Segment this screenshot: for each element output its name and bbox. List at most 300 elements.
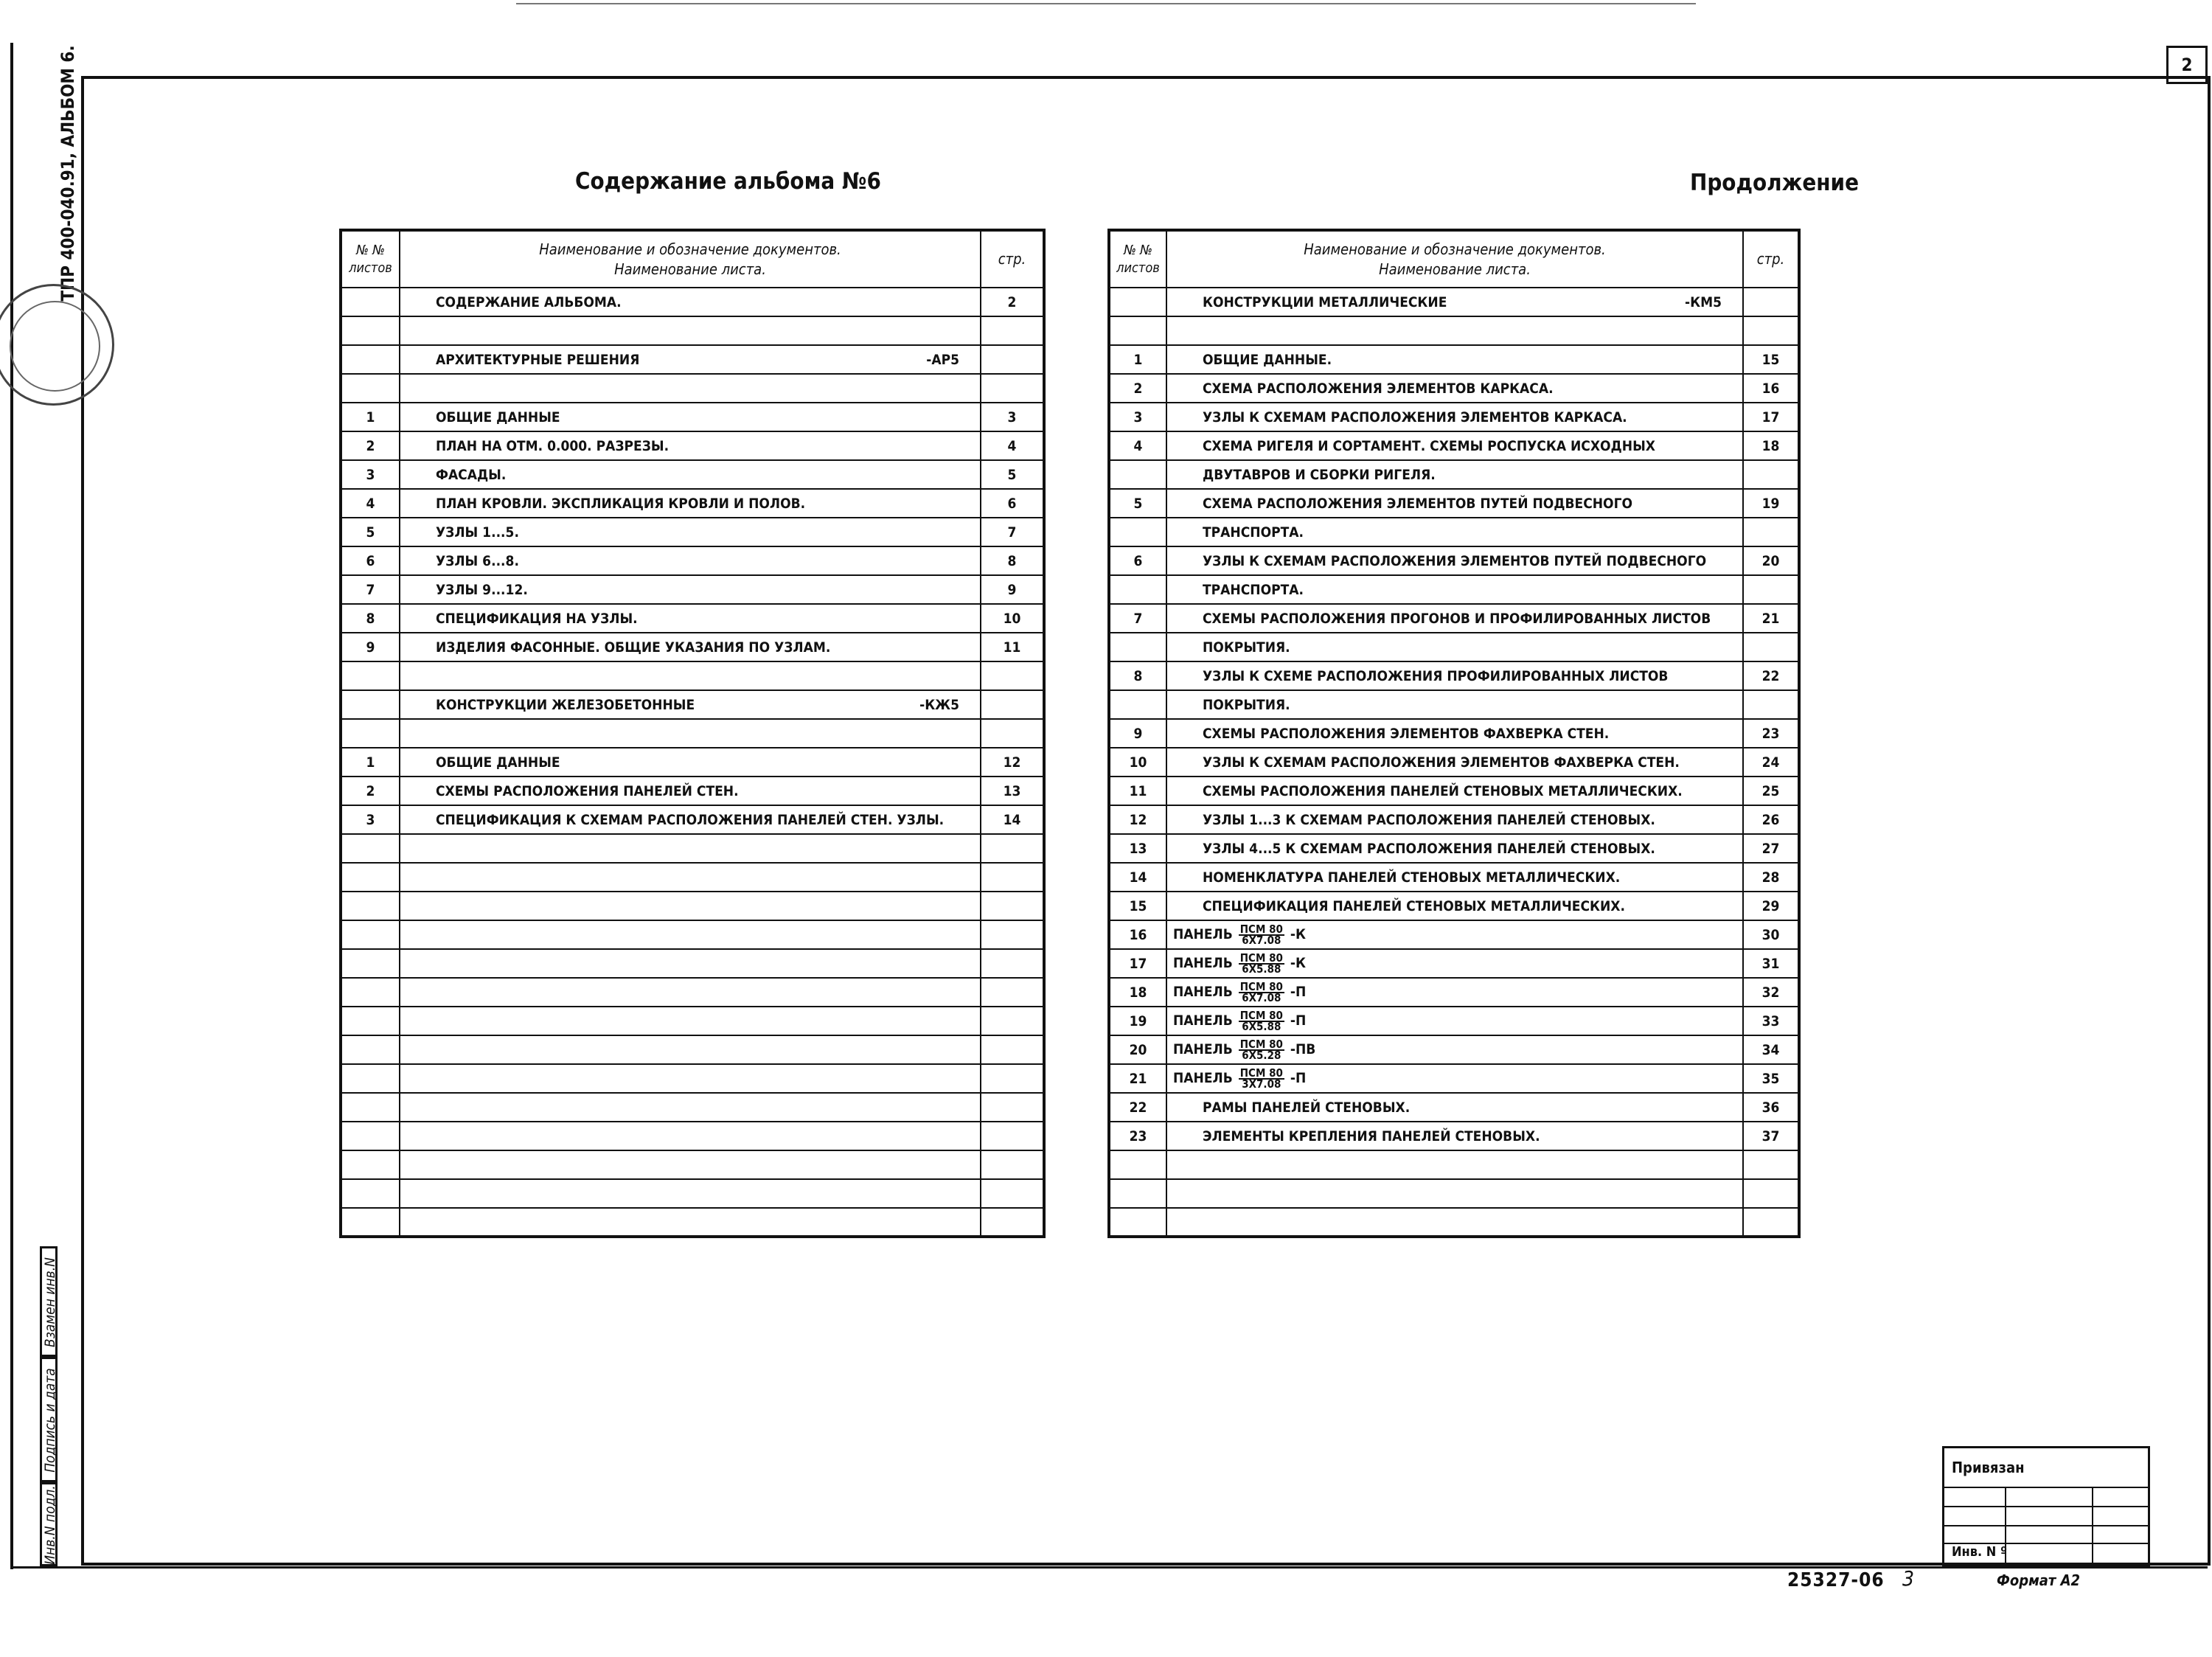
document-name-cell	[400, 1093, 981, 1122]
document-name-cell	[1166, 316, 1743, 345]
sheet-number-cell: 3	[341, 460, 400, 489]
fraction-denominator: 6X5.28	[1242, 1048, 1281, 1062]
sheet-number-cell	[341, 719, 400, 748]
page-cell	[981, 863, 1044, 892]
document-name-wrap	[1173, 841, 1736, 857]
fraction-denominator: 6X5.88	[1242, 1019, 1281, 1033]
document-name-wrap	[406, 553, 974, 569]
document-name-wrap	[406, 438, 974, 454]
document-name-wrap	[1173, 668, 1736, 684]
table-row	[341, 805, 1044, 834]
table-row	[341, 1064, 1044, 1093]
document-name-wrap	[1173, 1128, 1736, 1144]
panel-fraction	[1239, 1037, 1284, 1062]
document-name-wrap	[1173, 812, 1736, 828]
document-name-cell	[1166, 978, 1743, 1007]
table-row	[341, 1122, 1044, 1150]
page-cell	[981, 1007, 1044, 1035]
sheet-number-cell	[341, 1122, 400, 1150]
document-title: ТРАНСПОРТА.	[1203, 524, 1304, 541]
document-name-cell	[400, 374, 981, 403]
document-title: НОМЕНКЛАТУРА ПАНЕЛЕЙ СТЕНОВЫХ МЕТАЛЛИЧЕСКИХ.	[1203, 869, 1621, 886]
panel-designation	[1173, 1008, 1307, 1033]
sheet-number-cell: 10	[1109, 748, 1166, 777]
document-title: АРХИТЕКТУРНЫЕ РЕШЕНИЯ	[436, 351, 640, 368]
document-name-cell	[1166, 805, 1743, 834]
document-name-wrap	[406, 611, 974, 627]
page-cell: 23	[1743, 719, 1799, 748]
document-name-cell	[1166, 288, 1743, 316]
page-cell	[981, 1035, 1044, 1064]
sheet-number-cell: 13	[1109, 834, 1166, 863]
panel-designation	[1173, 922, 1306, 947]
table-row	[1109, 777, 1799, 805]
header-name-line2: Наименование листа.	[1379, 260, 1531, 278]
sheet-number-cell	[341, 863, 400, 892]
fraction-numerator: ПСМ 80	[1239, 1008, 1283, 1022]
document-name-cell	[1166, 748, 1743, 777]
sheet-number-cell	[341, 345, 400, 374]
document-name-cell	[400, 1122, 981, 1150]
page-cell: 33	[1743, 1007, 1799, 1035]
document-name-cell	[400, 316, 981, 345]
strip-signature	[40, 1357, 58, 1482]
document-name-wrap	[406, 524, 974, 541]
document-name-cell	[400, 978, 981, 1007]
document-name-cell	[1166, 1122, 1743, 1150]
sheet-number-cell: 19	[1109, 1007, 1166, 1035]
document-name-cell	[400, 633, 981, 661]
page-cell: 16	[1743, 374, 1799, 403]
sheet-number: 2	[2181, 55, 2193, 75]
table-row	[341, 863, 1044, 892]
panel-designation	[1173, 951, 1306, 976]
fraction-denominator: 6X5.88	[1242, 962, 1281, 976]
document-name-wrap	[406, 697, 974, 713]
document-name-wrap	[1173, 639, 1736, 656]
sheet-number-cell: 1	[341, 403, 400, 431]
sheet-number-cell	[341, 920, 400, 949]
sheet-number-cell	[341, 1093, 400, 1122]
document-name-cell	[400, 1064, 981, 1093]
table-row	[341, 949, 1044, 978]
table-header-row	[341, 230, 1044, 288]
tb-line	[1944, 1506, 2148, 1507]
page-cell	[1743, 633, 1799, 661]
page-cell	[981, 949, 1044, 978]
sheet-number-cell: 1	[1109, 345, 1166, 374]
document-name-cell	[1166, 489, 1743, 518]
page-cell	[981, 719, 1044, 748]
document-name-wrap	[1173, 409, 1736, 425]
sheet-number-cell: 15	[1109, 892, 1166, 920]
page-cell: 4	[981, 431, 1044, 460]
document-name-cell	[400, 892, 981, 920]
document-title: ПЛАН КРОВЛИ. ЭКСПЛИКАЦИЯ КРОВЛИ И ПОЛОВ.	[436, 495, 806, 512]
document-title: ОБЩИЕ ДАННЫЕ.	[1203, 351, 1332, 368]
sheet-number-cell	[341, 949, 400, 978]
document-name-cell	[400, 489, 981, 518]
table-row	[1109, 805, 1799, 834]
table-row	[341, 777, 1044, 805]
document-name-cell	[400, 949, 981, 978]
table-row	[1109, 518, 1799, 546]
page-cell: 8	[981, 546, 1044, 575]
table-row	[341, 518, 1044, 546]
table-row	[1109, 892, 1799, 920]
page-cell: 3	[981, 403, 1044, 431]
page-cell: 17	[1743, 403, 1799, 431]
document-name-cell	[400, 1035, 981, 1064]
header-name-line1: Наименование и обозначение документов.	[1304, 240, 1606, 258]
document-title: УЗЛЫ 4...5 К СХЕМАМ РАСПОЛОЖЕНИЯ ПАНЕЛЕЙ СТЕНОВЫХ.	[1203, 840, 1655, 857]
page-cell: 7	[981, 518, 1044, 546]
table-row	[1109, 374, 1799, 403]
strip-inventory	[40, 1482, 58, 1566]
table-row	[341, 1093, 1044, 1122]
table-row	[1109, 661, 1799, 690]
sheet-number-cell: 8	[1109, 661, 1166, 690]
sheet-number-cell	[1109, 1179, 1166, 1208]
document-title: УЗЛЫ К СХЕМАМ РАСПОЛОЖЕНИЯ ЭЛЕМЕНТОВ ФАХВЕРКА СТЕН.	[1203, 754, 1680, 771]
table-row	[1109, 690, 1799, 719]
section-code: -КЖ5	[919, 696, 959, 713]
sheet-number-cell: 1	[341, 748, 400, 777]
section-code: -КМ5	[1685, 293, 1722, 310]
sheet-number-cell	[341, 690, 400, 719]
document-name-wrap	[1173, 553, 1736, 569]
section-code: -АР5	[926, 351, 959, 368]
document-name-cell	[400, 1007, 981, 1035]
document-title: ОБЩИЕ ДАННЫЕ	[436, 409, 560, 425]
document-name-wrap	[406, 639, 974, 656]
page-cell	[1743, 690, 1799, 719]
document-name-cell	[400, 863, 981, 892]
sheet-number-cell	[341, 834, 400, 863]
page-cell	[1743, 575, 1799, 604]
page-cell: 14	[981, 805, 1044, 834]
sheet-number-cell: 3	[341, 805, 400, 834]
page-cell: 18	[1743, 431, 1799, 460]
sheet-number-cell: 12	[1109, 805, 1166, 834]
table-row	[1109, 546, 1799, 575]
sheet-number-cell	[341, 1150, 400, 1179]
document-name-cell	[400, 834, 981, 863]
panel-suffix: -П	[1290, 1012, 1307, 1029]
page-cell	[1743, 288, 1799, 316]
table-row	[341, 374, 1044, 403]
page-cell	[1743, 518, 1799, 546]
sheet-number-cell	[341, 288, 400, 316]
panel-label: ПАНЕЛЬ	[1173, 1041, 1233, 1057]
document-name-cell	[1166, 633, 1743, 661]
document-name-wrap	[1173, 898, 1736, 914]
page-cell: 37	[1743, 1122, 1799, 1150]
table-row	[1109, 978, 1799, 1007]
document-title: ЭЛЕМЕНТЫ КРЕПЛЕНИЯ ПАНЕЛЕЙ СТЕНОВЫХ.	[1203, 1128, 1540, 1144]
fraction-denominator: 3X7.08	[1242, 1077, 1281, 1091]
document-number: 25327-06	[1787, 1569, 1885, 1591]
panel-fraction	[1239, 922, 1284, 947]
document-name-cell	[1166, 690, 1743, 719]
header-sheet-number: № № листов	[341, 230, 400, 288]
table-row	[341, 604, 1044, 633]
document-name-wrap	[1173, 783, 1736, 799]
sheet-number-cell: 11	[1109, 777, 1166, 805]
document-name-wrap	[406, 812, 974, 828]
right-contents-table	[1107, 229, 1801, 1238]
document-name-cell	[1166, 892, 1743, 920]
document-title: УЗЛЫ К СХЕМАМ РАСПОЛОЖЕНИЯ ЭЛЕМЕНТОВ ПУТЕЙ ПОДВЕСНОГО	[1203, 552, 1707, 569]
page-cell: 25	[1743, 777, 1799, 805]
document-name-cell	[400, 546, 981, 575]
panel-suffix: -К	[1290, 955, 1306, 971]
document-title: СХЕМЫ РАСПОЛОЖЕНИЯ ПАНЕЛЕЙ СТЕН.	[436, 782, 739, 799]
sheet-number-cell: 20	[1109, 1035, 1166, 1064]
table-row	[341, 345, 1044, 374]
document-name-cell	[400, 1208, 981, 1237]
table-row	[341, 690, 1044, 719]
page-cell	[981, 690, 1044, 719]
document-name-wrap	[406, 754, 974, 771]
sheet-number-cell	[1109, 633, 1166, 661]
document-title: УЗЛЫ 6...8.	[436, 552, 519, 569]
page-cell: 31	[1743, 949, 1799, 978]
document-name-cell	[1166, 518, 1743, 546]
page-cell: 15	[1743, 345, 1799, 374]
panel-designation	[1173, 1066, 1307, 1091]
table-row	[1109, 1035, 1799, 1064]
document-title: ПЛАН НА ОТМ. 0.000. РАЗРЕЗЫ.	[436, 437, 669, 454]
document-name-cell	[1166, 460, 1743, 489]
document-title: УЗЛЫ 9...12.	[436, 581, 528, 598]
document-title: СХЕМА РАСПОЛОЖЕНИЯ ЭЛЕМЕНТОВ ПУТЕЙ ПОДВЕСНОГО	[1203, 495, 1633, 512]
document-title: СХЕМЫ РАСПОЛОЖЕНИЯ ЭЛЕМЕНТОВ ФАХВЕРКА СТЕН.	[1203, 725, 1610, 742]
sheet-number-cell	[341, 374, 400, 403]
sheet-number-cell	[1109, 1150, 1166, 1179]
page-cell	[981, 374, 1044, 403]
sheet-number-cell: 22	[1109, 1093, 1166, 1122]
page-cell: 19	[1743, 489, 1799, 518]
outer-bottom-border	[10, 1566, 2208, 1569]
table-row	[341, 1179, 1044, 1208]
sheet-number-cell: 6	[1109, 546, 1166, 575]
sheet-number-cell: 7	[341, 575, 400, 604]
sheet-number-cell	[1109, 518, 1166, 546]
table-row	[341, 489, 1044, 518]
document-name-wrap	[406, 582, 974, 598]
document-name-cell	[1166, 834, 1743, 863]
page-cell: 20	[1743, 546, 1799, 575]
left-contents-table	[339, 229, 1046, 1238]
table-row	[1109, 633, 1799, 661]
table-row	[1109, 748, 1799, 777]
table-row	[341, 978, 1044, 1007]
fraction-numerator: ПСМ 80	[1239, 979, 1283, 993]
document-name-cell	[400, 431, 981, 460]
document-name-cell	[1166, 546, 1743, 575]
page-cell	[981, 892, 1044, 920]
document-title: СОДЕРЖАНИЕ АЛЬБОМА.	[436, 293, 622, 310]
document-name-cell	[1166, 719, 1743, 748]
document-name-cell	[1166, 1064, 1743, 1093]
page-cell: 26	[1743, 805, 1799, 834]
sheet-number-cell: 18	[1109, 978, 1166, 1007]
strip-replacement	[40, 1246, 58, 1357]
document-name-cell	[1166, 949, 1743, 978]
document-name-cell	[400, 777, 981, 805]
tb-col	[2092, 1487, 2093, 1564]
page-cell	[981, 345, 1044, 374]
table-row	[1109, 949, 1799, 978]
page-cell	[1743, 1150, 1799, 1179]
document-title: УЗЛЫ К СХЕМАМ РАСПОЛОЖЕНИЯ ЭЛЕМЕНТОВ КАРКАСА.	[1203, 409, 1627, 425]
table-row	[341, 1208, 1044, 1237]
table-row	[341, 834, 1044, 863]
page-cell: 11	[981, 633, 1044, 661]
page-cell: 6	[981, 489, 1044, 518]
document-title: КОНСТРУКЦИИ МЕТАЛЛИЧЕСКИЕ	[1203, 293, 1447, 310]
table-row	[341, 316, 1044, 345]
side-label-signature: Подпись и дата	[42, 1368, 58, 1473]
sheet-number-cell: 9	[341, 633, 400, 661]
sheet-number-cell: 3	[1109, 403, 1166, 431]
page-cell: 10	[981, 604, 1044, 633]
document-name-cell	[1166, 920, 1743, 949]
sheet-number-box	[2166, 46, 2208, 84]
sheet-number-cell	[1109, 1208, 1166, 1237]
document-name-wrap	[406, 783, 974, 799]
document-title: ПОКРЫТИЯ.	[1203, 639, 1290, 656]
table-row	[341, 431, 1044, 460]
document-name-cell	[400, 288, 981, 316]
document-title: ПОКРЫТИЯ.	[1203, 696, 1290, 713]
document-title: УЗЛЫ К СХЕМЕ РАСПОЛОЖЕНИЯ ПРОФИЛИРОВАННЫХ ЛИСТОВ	[1203, 667, 1669, 684]
document-name-wrap	[1173, 524, 1736, 541]
page-cell: 29	[1743, 892, 1799, 920]
document-name-wrap	[1173, 726, 1736, 742]
document-name-cell	[1166, 431, 1743, 460]
table-row	[341, 892, 1044, 920]
page-cell: 34	[1743, 1035, 1799, 1064]
document-name-wrap	[1173, 611, 1736, 627]
page-cell: 12	[981, 748, 1044, 777]
document-name-wrap	[1173, 294, 1736, 310]
document-title: СПЕЦИФИКАЦИЯ К СХЕМАМ РАСПОЛОЖЕНИЯ ПАНЕЛЕЙ СТЕН. УЗЛЫ.	[436, 811, 945, 828]
panel-fraction	[1239, 953, 1284, 974]
inventory-label: Инв. N º	[1952, 1544, 2008, 1560]
document-name-wrap	[1173, 438, 1736, 454]
right-heading: Продолжение	[1690, 170, 1860, 196]
document-name-cell	[400, 661, 981, 690]
panel-fraction	[1239, 1008, 1284, 1033]
page-cell: 22	[1743, 661, 1799, 690]
table-row	[1109, 403, 1799, 431]
document-name-wrap	[1173, 496, 1736, 512]
page-cell	[981, 316, 1044, 345]
table-row	[1109, 1007, 1799, 1035]
sheet-number-cell: 5	[1109, 489, 1166, 518]
header-document-name	[1166, 230, 1743, 288]
table-row	[1109, 1150, 1799, 1179]
table-row	[1109, 489, 1799, 518]
panel-suffix: -ПВ	[1290, 1041, 1316, 1057]
sheet-number-cell	[341, 1007, 400, 1035]
vertical-title: ТПР 400-040.91, АЛЬБОМ 6.	[58, 45, 78, 302]
page-cell	[981, 978, 1044, 1007]
table-row	[341, 661, 1044, 690]
header-name-line1: Наименование и обозначение документов.	[539, 240, 841, 258]
fraction-denominator: 6X7.08	[1242, 990, 1281, 1004]
table-row	[1109, 345, 1799, 374]
document-name-cell	[1166, 345, 1743, 374]
sheet-number-cell	[341, 892, 400, 920]
sheet-number-cell: 8	[341, 604, 400, 633]
page-cell	[981, 1093, 1044, 1122]
document-title: КОНСТРУКЦИИ ЖЕЛЕЗОБЕТОННЫЕ	[436, 696, 695, 713]
sheet-number-cell: 23	[1109, 1122, 1166, 1150]
table-row	[1109, 604, 1799, 633]
page-cell	[1743, 316, 1799, 345]
table-row	[1109, 1122, 1799, 1150]
panel-label: ПАНЕЛЬ	[1173, 1012, 1233, 1029]
table-row	[341, 288, 1044, 316]
table-row	[1109, 575, 1799, 604]
page-cell: 5	[981, 460, 1044, 489]
sheet-number-cell	[341, 1208, 400, 1237]
document-name-cell	[400, 575, 981, 604]
document-title: СХЕМЫ РАСПОЛОЖЕНИЯ ПАНЕЛЕЙ СТЕНОВЫХ МЕТАЛЛИЧЕСКИХ.	[1203, 782, 1683, 799]
table-row	[341, 920, 1044, 949]
sheet-number-cell	[341, 978, 400, 1007]
document-name-wrap	[406, 352, 974, 368]
document-name-wrap	[1173, 697, 1736, 713]
panel-designation	[1173, 1037, 1316, 1062]
document-name-wrap	[1173, 352, 1736, 368]
table-row	[341, 403, 1044, 431]
sheet-number-cell: 5	[341, 518, 400, 546]
table-row	[1109, 1179, 1799, 1208]
table-row	[341, 546, 1044, 575]
document-name-cell	[1166, 1150, 1743, 1179]
document-name-wrap	[406, 409, 974, 425]
page-cell	[981, 920, 1044, 949]
sheet-number-cell	[341, 1179, 400, 1208]
document-name-cell	[400, 604, 981, 633]
sheet-number-cell: 14	[1109, 863, 1166, 892]
side-label-replacement: Взамен инв.N	[42, 1257, 58, 1347]
page-cell	[981, 834, 1044, 863]
tb-line	[1944, 1525, 2148, 1526]
title-block-label: Привязан	[1952, 1459, 2025, 1476]
document-name-cell	[1166, 863, 1743, 892]
table-row	[341, 1035, 1044, 1064]
paper-format: Формат А2	[1997, 1571, 2081, 1589]
sheet-number-cell: 17	[1109, 949, 1166, 978]
sheet-number-cell: 4	[341, 489, 400, 518]
document-name-cell	[400, 690, 981, 719]
fraction-numerator: ПСМ 80	[1239, 922, 1283, 936]
document-name-cell	[1166, 1208, 1743, 1237]
table-row	[1109, 1208, 1799, 1237]
sheet-number-cell: 2	[1109, 374, 1166, 403]
sheet-number-cell: 16	[1109, 920, 1166, 949]
page-cell: 2	[981, 288, 1044, 316]
document-name-cell	[1166, 1035, 1743, 1064]
table-header-row	[1109, 230, 1799, 288]
sheet-number-cell: 2	[341, 777, 400, 805]
table-row	[341, 575, 1044, 604]
